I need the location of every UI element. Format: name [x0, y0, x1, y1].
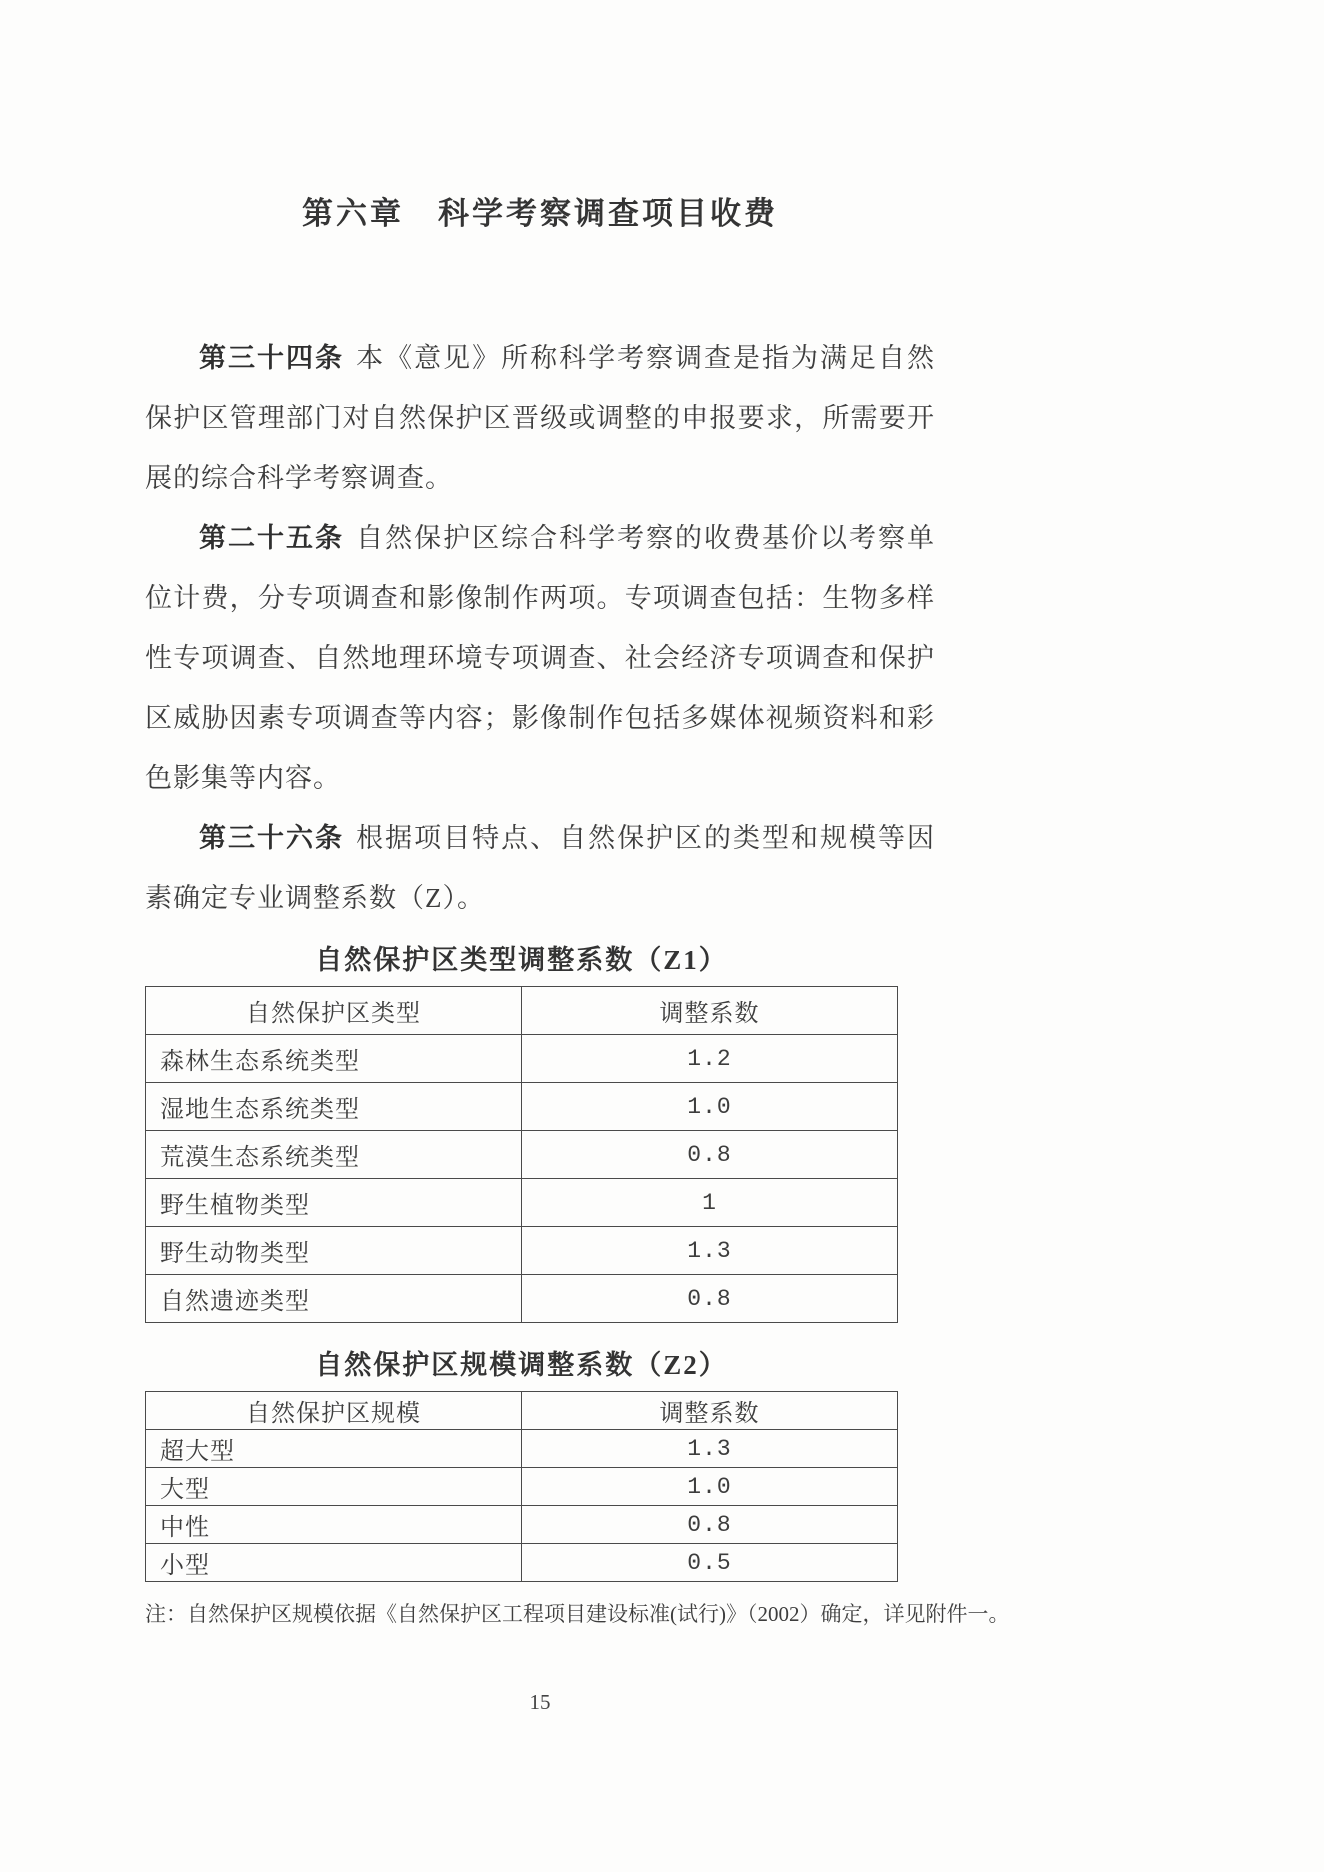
table-row — [146, 1275, 898, 1323]
article-36-text: 根据项目特点、自然保护区的类型和规模等因素确定专业调整系数（Z）。 — [145, 823, 936, 913]
article-25-text: 自然保护区综合科学考察的收费基价以考察单位计费，分专项调查和影像制作两项。专项调查包括：生物多样性专项调查、自然地理环境专项调查、社会经济专项调查和保护区威胁因素专项调查等内容；影像制作包括多媒体视频资料和彩色影集等内容。 — [145, 523, 936, 793]
z2-table — [145, 1391, 898, 1582]
coefficient-cell: 0.8 — [522, 1506, 898, 1544]
document-content — [145, 190, 1010, 1715]
coefficient-cell: 0.8 — [522, 1131, 898, 1179]
z2-header-scale: 自然保护区规模 — [146, 1392, 522, 1430]
coefficient-cell: 0.8 — [522, 1275, 898, 1323]
chapter-title: 第六章 科学考察调查项目收费 — [302, 196, 778, 231]
scale-cell: 大型 — [146, 1468, 522, 1506]
paragraph-article-34 — [145, 328, 935, 508]
table-row — [146, 1035, 898, 1083]
table-row — [146, 1506, 898, 1544]
article-25-number: 第二十五条 — [199, 523, 344, 553]
type-cell: 湿地生态系统类型 — [146, 1083, 522, 1131]
type-cell: 野生动物类型 — [146, 1227, 522, 1275]
article-34-text: 本《意见》所称科学考察调查是指为满足自然保护区管理部门对自然保护区晋级或调整的申报要求，所需要开展的综合科学考察调查。 — [145, 343, 936, 493]
coefficient-cell: 1.0 — [522, 1083, 898, 1131]
table-row — [146, 1544, 898, 1582]
table-row — [146, 1179, 898, 1227]
z2-header-coefficient: 调整系数 — [522, 1392, 898, 1430]
coefficient-cell: 1 — [522, 1179, 898, 1227]
type-cell: 森林生态系统类型 — [146, 1035, 522, 1083]
article-36-number: 第三十六条 — [199, 823, 344, 853]
coefficient-cell: 1.3 — [522, 1227, 898, 1275]
table-row — [146, 1468, 898, 1506]
coefficient-cell: 1.0 — [522, 1468, 898, 1506]
z2-header-row — [146, 1392, 898, 1430]
z1-header-row — [146, 987, 898, 1035]
paragraph-article-25 — [145, 508, 935, 808]
type-cell: 自然遗迹类型 — [146, 1275, 522, 1323]
z1-table — [145, 986, 898, 1323]
paragraph-article-36 — [145, 808, 935, 928]
table-row — [146, 1430, 898, 1468]
article-34-number: 第三十四条 — [199, 343, 344, 373]
coefficient-cell: 1.2 — [522, 1035, 898, 1083]
type-cell: 野生植物类型 — [146, 1179, 522, 1227]
scale-cell: 超大型 — [146, 1430, 522, 1468]
table-row — [146, 1083, 898, 1131]
coefficient-cell: 0.5 — [522, 1544, 898, 1582]
type-cell: 荒漠生态系统类型 — [146, 1131, 522, 1179]
scale-cell: 中性 — [146, 1506, 522, 1544]
scale-cell: 小型 — [146, 1544, 522, 1582]
z1-header-coefficient: 调整系数 — [522, 987, 898, 1035]
z2-table-title: 自然保护区规模调整系数（Z2） — [315, 1350, 728, 1380]
z1-table-title: 自然保护区类型调整系数（Z1） — [315, 945, 728, 975]
page-number: 15 — [529, 1690, 551, 1714]
coefficient-cell: 1.3 — [522, 1430, 898, 1468]
footnote: 注：自然保护区规模依据《自然保护区工程项目建设标准(试行)》（2002）确定，详见附件一。 — [145, 1602, 1010, 1626]
table-row — [146, 1227, 898, 1275]
table-row — [146, 1131, 898, 1179]
z1-header-type: 自然保护区类型 — [146, 987, 522, 1035]
